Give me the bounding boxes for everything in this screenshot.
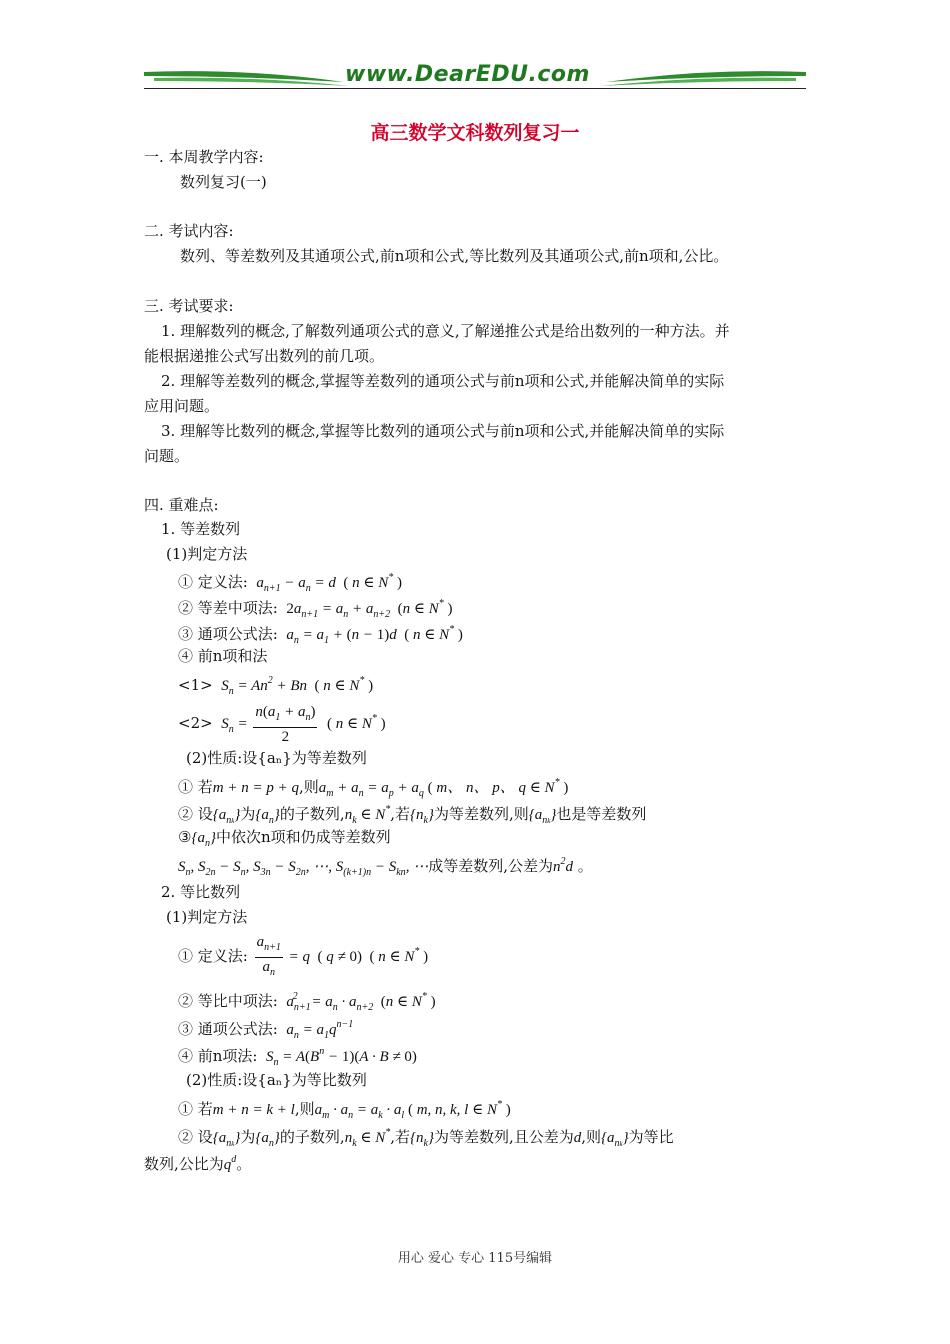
geo-prop-2-label: ② 设 — [178, 1128, 213, 1146]
arith-prop-3 — [178, 827, 391, 854]
header-swoosh-left — [144, 66, 354, 88]
req-3-line-a: 3. 理解等比数列的概念,掌握等比数列的通项公式与前n项和公式,并能解决简单的实际 — [161, 422, 725, 440]
geo-prop-2-nk-seq: $\{n_k\}$ — [410, 1130, 434, 1149]
arith-judge-heading: (1)判定方法 — [166, 545, 248, 563]
geo-prop-2-d: d — [573, 1130, 582, 1146]
form-1-label: <1> — [178, 676, 213, 694]
geo-sum-label: ④ 前n项法: — [178, 1047, 258, 1065]
geo-mid-line — [178, 987, 436, 1018]
arith-gen-formula: $a_n = a_1 + (n - 1)d$ ( n ∈ N* ) — [282, 624, 463, 646]
geo-prop-2-ratio: $q^d$ — [223, 1154, 237, 1173]
form-2-formula: $S_n$ = $\frac{n(a_1 + a_n)}{2}$ ( n ∈ N* ) — [217, 704, 386, 746]
arith-mid-formula: $2a_{n+1} = a_n + a_{n+2}$ (n ∈ N* ) — [286, 598, 453, 620]
geo-gen-label: ③ 通项公式法: — [178, 1020, 278, 1038]
geo-mid-formula: $a_{n+1}^2 = a_n \cdot a_{n+2}$ (n ∈ N* ) — [282, 991, 436, 1013]
prop-2-also: 也是等差数列 — [556, 805, 647, 823]
form-1-formula: $S_n = An^2 + Bn$ ( n ∈ N* ) — [217, 675, 374, 697]
prop-2-nk: $n_k$ ∈ N* — [344, 804, 391, 826]
geo-prop-2-sub-seq: $\{a_{nk}\}$ — [212, 1130, 241, 1149]
geo-prop-2-arith: 为等差数列,且公差为 — [433, 1128, 574, 1146]
geo-prop-2-sub-seq-2: $\{a_{nk}\}$ — [601, 1130, 629, 1149]
prop-3-label: ③ — [178, 828, 192, 846]
prop-2-sub-seq: $\{a_{nk}\}$ — [212, 807, 241, 826]
geo-def-line — [178, 932, 428, 982]
geo-prop-2-subseq-text: 的子数列, — [279, 1128, 345, 1146]
arith-gen-label: ③ 通项公式法: — [178, 625, 278, 643]
prop-2-is: 为 — [240, 805, 256, 823]
geo-prop-2-geo: 为等比 — [628, 1128, 674, 1146]
geo-judge-heading: (1)判定方法 — [166, 908, 248, 926]
section-1-heading: 一. 本周教学内容: — [144, 148, 264, 166]
geo-mid-label: ② 等比中项法: — [178, 992, 278, 1010]
arith-mid-label: ② 等差中项法: — [178, 599, 278, 617]
arith-prop-3-formula: $S_n$, $S_{2n} - S_n$, $S_{3n} - S_{2n}$, ⋯, $S_{(k+1)n} - S_{kn}$, ⋯成等差数列,公差为$n^2d$ 。 — [178, 856, 593, 878]
geo-prop-1-then: ,则 — [294, 1100, 315, 1118]
arith-heading: 1. 等差数列 — [161, 520, 241, 538]
geo-prop-1-label: ① 若 — [178, 1100, 213, 1118]
form-2-label: <2> — [178, 714, 213, 732]
geo-prop-2-is: 为 — [240, 1128, 256, 1146]
geo-prop-heading: (2)性质:设{aₙ}为等比数列 — [186, 1071, 367, 1089]
prop-3-text: 中依次n项和仍成等差数列 — [215, 828, 391, 846]
arith-def-formula: $a_{n+1} - a_n = d$ ( n ∈ N* ) — [252, 572, 402, 594]
prop-2-nk-seq: $\{n_k\}$ — [410, 807, 434, 826]
geo-sum-formula: $S_n = A(B^n - 1)(A \cdot B \ne 0)$ — [262, 1046, 417, 1068]
section-3-heading: 三. 考试要求: — [144, 297, 234, 315]
geo-def-fraction: $\frac{a_{n+1}}{a_n}$ — [256, 934, 281, 979]
prop-3-common-diff: 成等差数列,公差为 — [428, 857, 553, 875]
prop-1-result: $a_m + a_n = a_p + a_q$ ( m、 n、 p、 q ∈ N* ) — [318, 777, 569, 799]
arith-def-label: ① 定义法: — [178, 573, 248, 591]
prop-2-if: ,若 — [390, 805, 411, 823]
section-4-heading: 四. 重难点: — [144, 496, 219, 514]
prop-1-then: ,则 — [298, 778, 319, 796]
prop-2-subseq-text: 的子数列, — [279, 805, 345, 823]
header-rule — [144, 88, 806, 89]
geo-sum-line — [178, 1042, 417, 1073]
geo-prop-2-ratio-text: 数列,公比为 — [144, 1155, 224, 1173]
geo-prop-2 — [178, 1123, 674, 1154]
form-2-fraction: $\frac{n(a_1 + a_n)}{2}$ — [255, 704, 316, 746]
prop-2-label: ② 设 — [178, 805, 213, 823]
prop-2-seq: $\{a_n\}$ — [255, 807, 280, 826]
arith-sum-heading: ④ 前n项和法 — [178, 647, 268, 665]
req-1-line-b: 能根据递推公式写出数列的前几项。 — [144, 347, 385, 365]
geo-prop-1 — [178, 1095, 511, 1126]
header-swoosh-right — [600, 66, 806, 88]
arith-sum-form-1 — [178, 671, 373, 702]
page-title: 高三数学文科数列复习一 — [370, 122, 580, 144]
prop-2-sub-seq-2: $\{a_{nk}\}$ — [528, 807, 557, 826]
arith-sum-form-2 — [178, 699, 386, 750]
geo-prop-1-result: $a_m \cdot a_n = a_k \cdot a_l$ ( m, n, k, l ∈ N* ) — [314, 1099, 511, 1121]
geo-prop-2-seq: $\{a_n\}$ — [255, 1130, 280, 1149]
geo-def-label: ① 定义法: — [178, 947, 248, 965]
geo-prop-2-nk: $n_k$ ∈ N* — [344, 1127, 391, 1149]
req-3-line-b: 问题。 — [144, 447, 190, 465]
arith-prop-heading: (2)性质:设{aₙ}为等差数列 — [186, 749, 367, 767]
req-1-line-a: 1. 理解数列的概念,了解数列通项公式的意义,了解递推公式是给出数列的一种方法。并 — [161, 322, 730, 340]
prop-3-seq: $\{a_n\}$ — [191, 830, 216, 849]
geo-prop-2-if: ,若 — [390, 1128, 411, 1146]
prop-2-arith-then: 为等差数列,则 — [433, 805, 529, 823]
geo-gen-formula: $a_n = a_1q^{n-1}$ — [282, 1019, 354, 1041]
geo-heading: 2. 等比数列 — [161, 883, 241, 901]
section-1-content: 数列复习(一) — [180, 173, 267, 191]
section-2-heading: 二. 考试内容: — [144, 222, 234, 240]
prop-1-label: ① 若 — [178, 778, 213, 796]
geo-prop-2-cont: 数列,公比为$q^d$。 — [144, 1154, 252, 1173]
prop-3-sums: $S_n$, $S_{2n} - S_n$, $S_{3n} - S_{2n}$, ⋯, $S_{(k+1)n} - S_{kn}$, ⋯ — [178, 859, 429, 878]
req-2-line-b: 应用问题。 — [144, 397, 220, 415]
prop-3-diff: $n^2d$ — [552, 856, 573, 875]
geo-def-formula: $\frac{a_{n+1}}{a_n}$ = q ( q ≠ 0) ( n ∈ N* ) — [253, 949, 428, 965]
req-2-line-a: 2. 理解等差数列的概念,掌握等差数列的通项公式与前n项和公式,并能解决简单的实际 — [161, 372, 725, 390]
section-2-content: 数列、等差数列及其通项公式,前n项和公式,等比数列及其通项公式,前n项和,公比。 — [180, 247, 729, 265]
page-footer: 用心 爱心 专心 115号编辑 — [397, 1251, 553, 1266]
geo-prop-2-then: ,则 — [581, 1128, 602, 1146]
site-logo: www.DearEDU.com — [345, 62, 590, 87]
geo-prop-1-cond: m + n = k + l — [212, 1102, 295, 1118]
prop-1-cond: m + n = p + q — [212, 780, 299, 796]
